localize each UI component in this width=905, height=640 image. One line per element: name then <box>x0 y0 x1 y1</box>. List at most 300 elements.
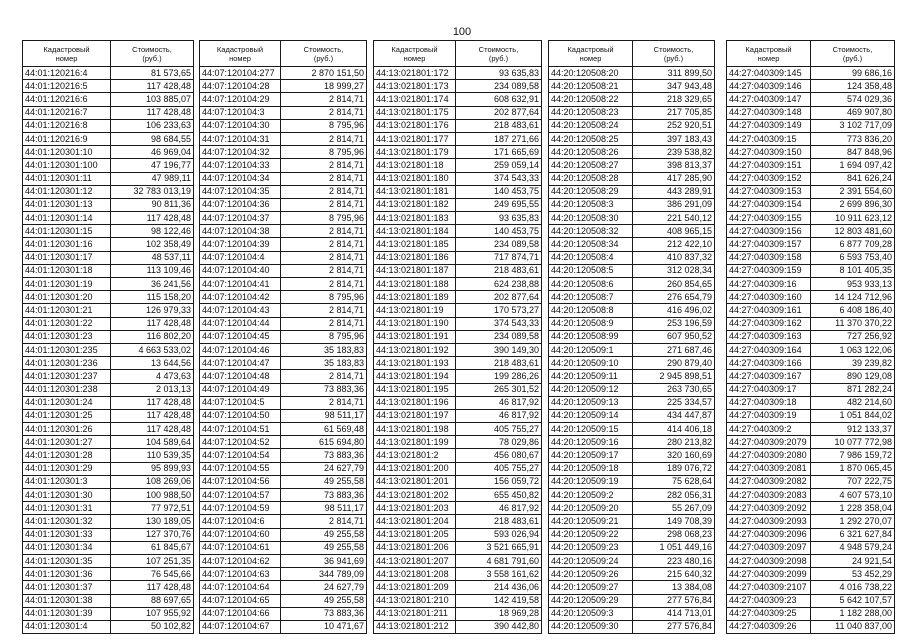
cost-cell: 95 899,93 <box>111 462 194 475</box>
cadastral-number-cell: 44:07:120104:31 <box>200 132 281 145</box>
cadastral-number-cell: 44:27:040309:154 <box>727 198 811 211</box>
cost-cell: 75 628,64 <box>633 475 715 488</box>
table-row <box>374 475 542 488</box>
cadastral-number-cell: 44:20:120508:28 <box>549 172 633 185</box>
cost-cell: 2 814,71 <box>281 515 367 528</box>
table-header-row <box>549 41 715 67</box>
cost-cell: 98 122,46 <box>111 225 194 238</box>
cadastral-number-cell: 44:01:120301:18 <box>23 264 111 277</box>
cost-cell: 50 102,82 <box>111 620 194 633</box>
cadastral-number-cell: 44:13:021801:202 <box>374 489 456 502</box>
cadastral-number-cell: 44:20:120508:4 <box>549 251 633 264</box>
cost-table-4 <box>548 40 715 634</box>
cadastral-number-cell: 44:27:040309:167 <box>727 370 811 383</box>
cost-cell: 117 428,48 <box>111 212 194 225</box>
cadastral-number-cell: 44:07:120104:28 <box>200 80 281 93</box>
cadastral-number-cell: 44:13:021801:200 <box>374 462 456 475</box>
cadastral-number-cell: 44:01:120301:238 <box>23 383 111 396</box>
cost-cell: 115 158,20 <box>111 291 194 304</box>
cost-cell: 93 635,83 <box>456 212 542 225</box>
cadastral-number-cell: 44:07:120104:43 <box>200 304 281 317</box>
table-row <box>23 264 194 277</box>
table-row <box>374 304 542 317</box>
table-row <box>200 568 367 581</box>
cadastral-number-cell: 44:13:021801:180 <box>374 172 456 185</box>
cost-cell: 2 814,71 <box>281 251 367 264</box>
table-row <box>200 185 367 198</box>
table-row <box>23 594 194 607</box>
table-row <box>23 370 194 383</box>
cadastral-number-cell: 44:20:120509:18 <box>549 462 633 475</box>
cadastral-number-cell: 44:20:120509:15 <box>549 423 633 436</box>
cost-cell: 8 795,96 <box>281 212 367 225</box>
cadastral-number-cell: 44:07:120104:55 <box>200 462 281 475</box>
table-row <box>549 620 715 633</box>
cost-cell: 259 059,14 <box>456 159 542 172</box>
table-row <box>200 383 367 396</box>
cost-cell: 117 428,48 <box>111 409 194 422</box>
cadastral-number-cell: 44:20:120508:32 <box>549 225 633 238</box>
cost-cell: 890 129,08 <box>811 370 895 383</box>
table-row <box>23 146 194 159</box>
cadastral-number-cell: 44:27:040309:2092 <box>727 502 811 515</box>
header-line: (руб.) <box>313 53 334 63</box>
table-row <box>549 489 715 502</box>
table-row <box>727 264 895 277</box>
cadastral-number-cell: 44:20:120508:29 <box>549 185 633 198</box>
table-row <box>374 159 542 172</box>
cadastral-number-cell: 44:07:120104:277 <box>200 67 281 80</box>
cost-cell: 127 370,76 <box>111 528 194 541</box>
cadastral-number-cell: 44:01:120301:36 <box>23 568 111 581</box>
header-line: (руб.) <box>488 53 509 63</box>
cadastral-number-cell: 44:01:120216:6 <box>23 93 111 106</box>
cost-cell: 90 811,36 <box>111 198 194 211</box>
cadastral-number-cell: 44:01:120301:35 <box>23 554 111 567</box>
cost-cell: 170 573,27 <box>456 304 542 317</box>
table-row <box>374 106 542 119</box>
cost-cell: 221 540,12 <box>633 212 715 225</box>
table-row <box>374 93 542 106</box>
table-row <box>549 317 715 330</box>
cost-cell: 290 879,40 <box>633 357 715 370</box>
cost-cell: 77 972,51 <box>111 502 194 515</box>
table-row <box>200 541 367 554</box>
table-row <box>23 462 194 475</box>
table-row <box>727 581 895 594</box>
table-row <box>23 198 194 211</box>
table-row <box>23 581 194 594</box>
cost-cell: 78 029,86 <box>456 436 542 449</box>
table-row <box>374 67 542 80</box>
cost-cell: 347 943,48 <box>633 80 715 93</box>
table-row <box>374 396 542 409</box>
cost-cell: 102 358,49 <box>111 238 194 251</box>
cost-cell: 2 814,71 <box>281 172 367 185</box>
cost-cell: 2 814,71 <box>281 317 367 330</box>
table-row <box>549 119 715 132</box>
cadastral-number-cell: 44:27:040309:161 <box>727 304 811 317</box>
header-line: Кадастровый <box>745 44 792 54</box>
table-row <box>200 93 367 106</box>
table-row <box>374 581 542 594</box>
cost-cell: 107 251,35 <box>111 554 194 567</box>
table-row <box>200 251 367 264</box>
table-row <box>549 238 715 251</box>
cost-cell: 311 899,50 <box>633 67 715 80</box>
table-row <box>727 423 895 436</box>
cadastral-number-cell: 44:07:120104:60 <box>200 528 281 541</box>
table-row <box>200 528 367 541</box>
cadastral-number-cell: 44:27:040309:158 <box>727 251 811 264</box>
cost-cell: 107 955,92 <box>111 607 194 620</box>
cadastral-number-cell: 44:01:120301:19 <box>23 278 111 291</box>
cadastral-number-cell: 44:27:040309:2107 <box>727 581 811 594</box>
table-body <box>23 67 194 634</box>
table-row <box>23 383 194 396</box>
cost-cell: 374 543,33 <box>456 317 542 330</box>
table-row <box>549 225 715 238</box>
cost-cell: 4 016 738,22 <box>811 581 895 594</box>
table-row <box>200 357 367 370</box>
cost-cell: 12 803 481,60 <box>811 225 895 238</box>
cadastral-number-cell: 44:13:021801:206 <box>374 541 456 554</box>
table-row <box>549 396 715 409</box>
cadastral-number-cell: 44:27:040309:160 <box>727 291 811 304</box>
cost-cell: 225 334,57 <box>633 396 715 409</box>
table-row <box>549 212 715 225</box>
cadastral-number-cell: 44:07:120104:62 <box>200 554 281 567</box>
cost-cell: 104 589,64 <box>111 436 194 449</box>
header-line: Стоимость, <box>832 44 873 54</box>
cost-cell: 253 196,59 <box>633 317 715 330</box>
cadastral-number-cell: 44:27:040309:2083 <box>727 489 811 502</box>
table-row <box>200 159 367 172</box>
cadastral-number-cell: 44:27:040309:145 <box>727 67 811 80</box>
cost-cell: 218 483,61 <box>456 119 542 132</box>
cadastral-number-cell: 44:07:120104:57 <box>200 489 281 502</box>
header-line: (руб.) <box>842 53 863 63</box>
table-row <box>727 317 895 330</box>
cadastral-number-cell: 44:20:120509:30 <box>549 620 633 633</box>
table-row <box>549 541 715 554</box>
cadastral-number-cell: 44:13:021801:201 <box>374 475 456 488</box>
table-body <box>727 67 895 634</box>
table-row <box>23 119 194 132</box>
cadastral-number-cell: 44:13:021801:179 <box>374 146 456 159</box>
cadastral-number-cell: 44:01:120301:38 <box>23 594 111 607</box>
table-row <box>23 396 194 409</box>
table-row <box>23 278 194 291</box>
table-row <box>374 291 542 304</box>
cadastral-number-cell: 44:01:120301:12 <box>23 185 111 198</box>
table-row <box>200 172 367 185</box>
cadastral-number-cell: 44:01:120301:25 <box>23 409 111 422</box>
cadastral-number-cell: 44:01:120301:100 <box>23 159 111 172</box>
cost-cell: 10 911 623,12 <box>811 212 895 225</box>
table-row <box>200 343 367 356</box>
header-line: номер <box>229 53 251 63</box>
cadastral-number-cell: 44:07:120104:32 <box>200 146 281 159</box>
cadastral-number-cell: 44:07:120104:5 <box>200 396 281 409</box>
cadastral-number-cell: 44:13:021801:209 <box>374 581 456 594</box>
cost-cell: 773 836,20 <box>811 132 895 145</box>
cadastral-number-cell: 44:01:120301:16 <box>23 238 111 251</box>
cost-table-3 <box>373 40 542 634</box>
cost-cell: 171 665,69 <box>456 146 542 159</box>
table-row <box>374 172 542 185</box>
cadastral-number-cell: 44:07:120104:36 <box>200 198 281 211</box>
cadastral-number-cell: 44:20:120509:11 <box>549 370 633 383</box>
cadastral-number-cell: 44:13:021801:181 <box>374 185 456 198</box>
cadastral-number-cell: 44:27:040309:18 <box>727 396 811 409</box>
table-header-row <box>374 41 542 67</box>
table-row <box>727 198 895 211</box>
cadastral-number-cell: 44:13:021801:184 <box>374 225 456 238</box>
table-row <box>374 212 542 225</box>
cost-cell: 249 695,55 <box>456 198 542 211</box>
cost-cell: 4 663 533,02 <box>111 343 194 356</box>
cadastral-number-cell: 44:07:120104:35 <box>200 185 281 198</box>
cadastral-number-cell: 44:07:120104:39 <box>200 238 281 251</box>
cadastral-number-cell: 44:07:120104:49 <box>200 383 281 396</box>
table-row <box>374 607 542 620</box>
cost-cell: 81 573,65 <box>111 67 194 80</box>
cadastral-number-cell: 44:01:120301:17 <box>23 251 111 264</box>
table-row <box>549 475 715 488</box>
cost-cell: 46 969,04 <box>111 146 194 159</box>
cadastral-number-cell: 44:27:040309:162 <box>727 317 811 330</box>
cadastral-number-cell: 44:07:120104:47 <box>200 357 281 370</box>
cost-cell: 8 795,96 <box>281 119 367 132</box>
cost-cell: 410 837,32 <box>633 251 715 264</box>
cost-cell: 234 089,58 <box>456 80 542 93</box>
cadastral-number-cell: 44:20:120509:12 <box>549 383 633 396</box>
cost-cell: 574 029,36 <box>811 93 895 106</box>
table-row <box>549 146 715 159</box>
cadastral-number-cell: 44:27:040309:2098 <box>727 554 811 567</box>
cadastral-number-cell: 44:01:120301:15 <box>23 225 111 238</box>
table-row <box>549 198 715 211</box>
header-line: Кадастровый <box>567 44 614 54</box>
table-row <box>23 330 194 343</box>
table-row <box>727 409 895 422</box>
cadastral-number-cell: 44:01:120301:3 <box>23 475 111 488</box>
table-row <box>549 409 715 422</box>
table-row <box>23 409 194 422</box>
cadastral-number-cell: 44:07:120104:46 <box>200 343 281 356</box>
cost-cell: 55 267,09 <box>633 502 715 515</box>
cost-cell: 234 089,58 <box>456 238 542 251</box>
cost-cell: 35 183,83 <box>281 343 367 356</box>
table-row <box>200 409 367 422</box>
cadastral-number-cell: 44:20:120509:29 <box>549 594 633 607</box>
table-row <box>549 251 715 264</box>
cost-cell: 117 428,48 <box>111 396 194 409</box>
cadastral-number-cell: 44:01:120216:9 <box>23 132 111 145</box>
cost-cell: 707 222,75 <box>811 475 895 488</box>
cadastral-number-cell: 44:20:120509:19 <box>549 475 633 488</box>
cadastral-number-cell: 44:13:021801:211 <box>374 607 456 620</box>
cost-cell: 98 511,17 <box>281 409 367 422</box>
table-row <box>549 67 715 80</box>
table-row <box>23 489 194 502</box>
cadastral-number-cell: 44:07:120104:30 <box>200 119 281 132</box>
cadastral-number-cell: 44:13:021801:197 <box>374 409 456 422</box>
table-row <box>549 330 715 343</box>
cost-table-5 <box>726 40 895 634</box>
cadastral-number-cell: 44:20:120508:8 <box>549 304 633 317</box>
table-row <box>200 502 367 515</box>
cadastral-number-cell: 44:07:120104:4 <box>200 251 281 264</box>
cost-cell: 4 473,63 <box>111 370 194 383</box>
cost-cell: 414 713,01 <box>633 607 715 620</box>
table-row <box>23 291 194 304</box>
cost-cell: 24 627,79 <box>281 581 367 594</box>
cadastral-number-cell: 44:20:120509:27 <box>549 581 633 594</box>
cost-cell: 1 292 270,07 <box>811 515 895 528</box>
cost-cell: 3 102 717,09 <box>811 119 895 132</box>
table-row <box>200 67 367 80</box>
cadastral-number-cell: 44:13:021801:204 <box>374 515 456 528</box>
table-row <box>549 291 715 304</box>
table-row <box>200 80 367 93</box>
table-row <box>727 278 895 291</box>
cost-cell: 456 080,67 <box>456 449 542 462</box>
table-row <box>200 581 367 594</box>
table-row <box>727 357 895 370</box>
table-row <box>200 370 367 383</box>
cadastral-number-cell: 44:01:120301:14 <box>23 212 111 225</box>
cost-cell: 47 989,11 <box>111 172 194 185</box>
cadastral-number-cell: 44:27:040309:146 <box>727 80 811 93</box>
cadastral-number-cell: 44:20:120508:22 <box>549 93 633 106</box>
table-row <box>200 264 367 277</box>
cost-cell: 727 256,92 <box>811 330 895 343</box>
cost-cell: 53 452,29 <box>811 568 895 581</box>
cost-cell: 187 271,66 <box>456 132 542 145</box>
cadastral-number-cell: 44:01:120301:21 <box>23 304 111 317</box>
table-row <box>200 146 367 159</box>
cadastral-number-cell: 44:07:120104:38 <box>200 225 281 238</box>
header-line: номер <box>757 53 780 63</box>
cost-cell: 2 814,71 <box>281 106 367 119</box>
table-row <box>374 515 542 528</box>
cadastral-number-cell: 44:13:021801:193 <box>374 357 456 370</box>
cost-cell: 117 428,48 <box>111 106 194 119</box>
table-row <box>200 291 367 304</box>
table-row <box>727 330 895 343</box>
cost-cell: 189 076,72 <box>633 462 715 475</box>
table-row <box>727 304 895 317</box>
cadastral-number-cell: 44:07:120104:54 <box>200 449 281 462</box>
cost-cell: 142 419,58 <box>456 594 542 607</box>
table-row <box>549 607 715 620</box>
table-row <box>200 489 367 502</box>
cadastral-number-cell: 44:20:120508:3 <box>549 198 633 211</box>
cost-cell: 408 965,15 <box>633 225 715 238</box>
cost-cell: 7 986 159,72 <box>811 449 895 462</box>
table-row <box>727 251 895 264</box>
table-row <box>200 475 367 488</box>
cost-cell: 98 511,17 <box>281 502 367 515</box>
table-row <box>200 396 367 409</box>
table-row <box>549 357 715 370</box>
cost-cell: 49 255,58 <box>281 528 367 541</box>
cost-cell: 2 870 151,50 <box>281 67 367 80</box>
table-row <box>727 146 895 159</box>
cost-cell: 2 814,71 <box>281 159 367 172</box>
cadastral-number-cell: 44:13:021801:189 <box>374 291 456 304</box>
cost-cell: 2 814,71 <box>281 264 367 277</box>
cost-cell: 6 408 186,40 <box>811 304 895 317</box>
cost-cell: 390 442,80 <box>456 620 542 633</box>
cost-cell: 4 607 573,10 <box>811 489 895 502</box>
table-row <box>23 159 194 172</box>
header-line: Кадастровый <box>43 44 90 54</box>
table-row <box>549 93 715 106</box>
cadastral-number-cell: 44:20:120509:26 <box>549 568 633 581</box>
cost-cell: 117 428,48 <box>111 581 194 594</box>
header-line: номер <box>55 53 78 63</box>
cadastral-number-cell: 44:27:040309:2082 <box>727 475 811 488</box>
cost-cell: 47 196,77 <box>111 159 194 172</box>
table-row <box>727 225 895 238</box>
cost-cell: 1 228 358,04 <box>811 502 895 515</box>
cadastral-number-cell: 44:27:040309:19 <box>727 409 811 422</box>
table-row <box>549 594 715 607</box>
table-row <box>23 304 194 317</box>
cost-cell: 218 329,65 <box>633 93 715 106</box>
cadastral-number-cell: 44:20:120508:6 <box>549 278 633 291</box>
cost-cell: 49 255,58 <box>281 594 367 607</box>
header-line: Стоимость, <box>303 44 344 54</box>
table-body <box>549 67 715 634</box>
table-row <box>727 541 895 554</box>
cost-cell: 73 883,36 <box>281 449 367 462</box>
cost-cell: 6 877 709,28 <box>811 238 895 251</box>
table-row <box>727 238 895 251</box>
table-row <box>549 423 715 436</box>
cadastral-number-cell: 44:27:040309:151 <box>727 159 811 172</box>
cost-cell: 88 697,65 <box>111 594 194 607</box>
cadastral-number-cell: 44:27:040309:152 <box>727 172 811 185</box>
cadastral-number-cell: 44:01:120301:20 <box>23 291 111 304</box>
table-row <box>200 225 367 238</box>
cost-cell: 1 870 065,45 <box>811 462 895 475</box>
cost-cell: 202 877,64 <box>456 291 542 304</box>
cadastral-number-cell: 44:20:120508:7 <box>549 291 633 304</box>
table-row <box>200 304 367 317</box>
cost-cell: 593 026,94 <box>456 528 542 541</box>
table-row <box>374 541 542 554</box>
cost-cell: 46 817,92 <box>456 396 542 409</box>
cost-cell: 24 921,54 <box>811 554 895 567</box>
cadastral-number-cell: 44:01:120301:30 <box>23 489 111 502</box>
cost-cell: 32 783 013,19 <box>111 185 194 198</box>
table-row <box>23 620 194 633</box>
cost-cell: 156 059,72 <box>456 475 542 488</box>
cost-cell: 117 428,48 <box>111 317 194 330</box>
cost-cell: 46 817,92 <box>456 409 542 422</box>
cadastral-number-cell: 44:07:120104:37 <box>200 212 281 225</box>
table-row <box>549 462 715 475</box>
cadastral-number-cell: 44:27:040309:2080 <box>727 449 811 462</box>
cadastral-number-cell: 44:07:120104:33 <box>200 159 281 172</box>
cadastral-number-cell: 44:01:120301:235 <box>23 343 111 356</box>
table-row <box>23 225 194 238</box>
cost-cell: 871 282,24 <box>811 383 895 396</box>
